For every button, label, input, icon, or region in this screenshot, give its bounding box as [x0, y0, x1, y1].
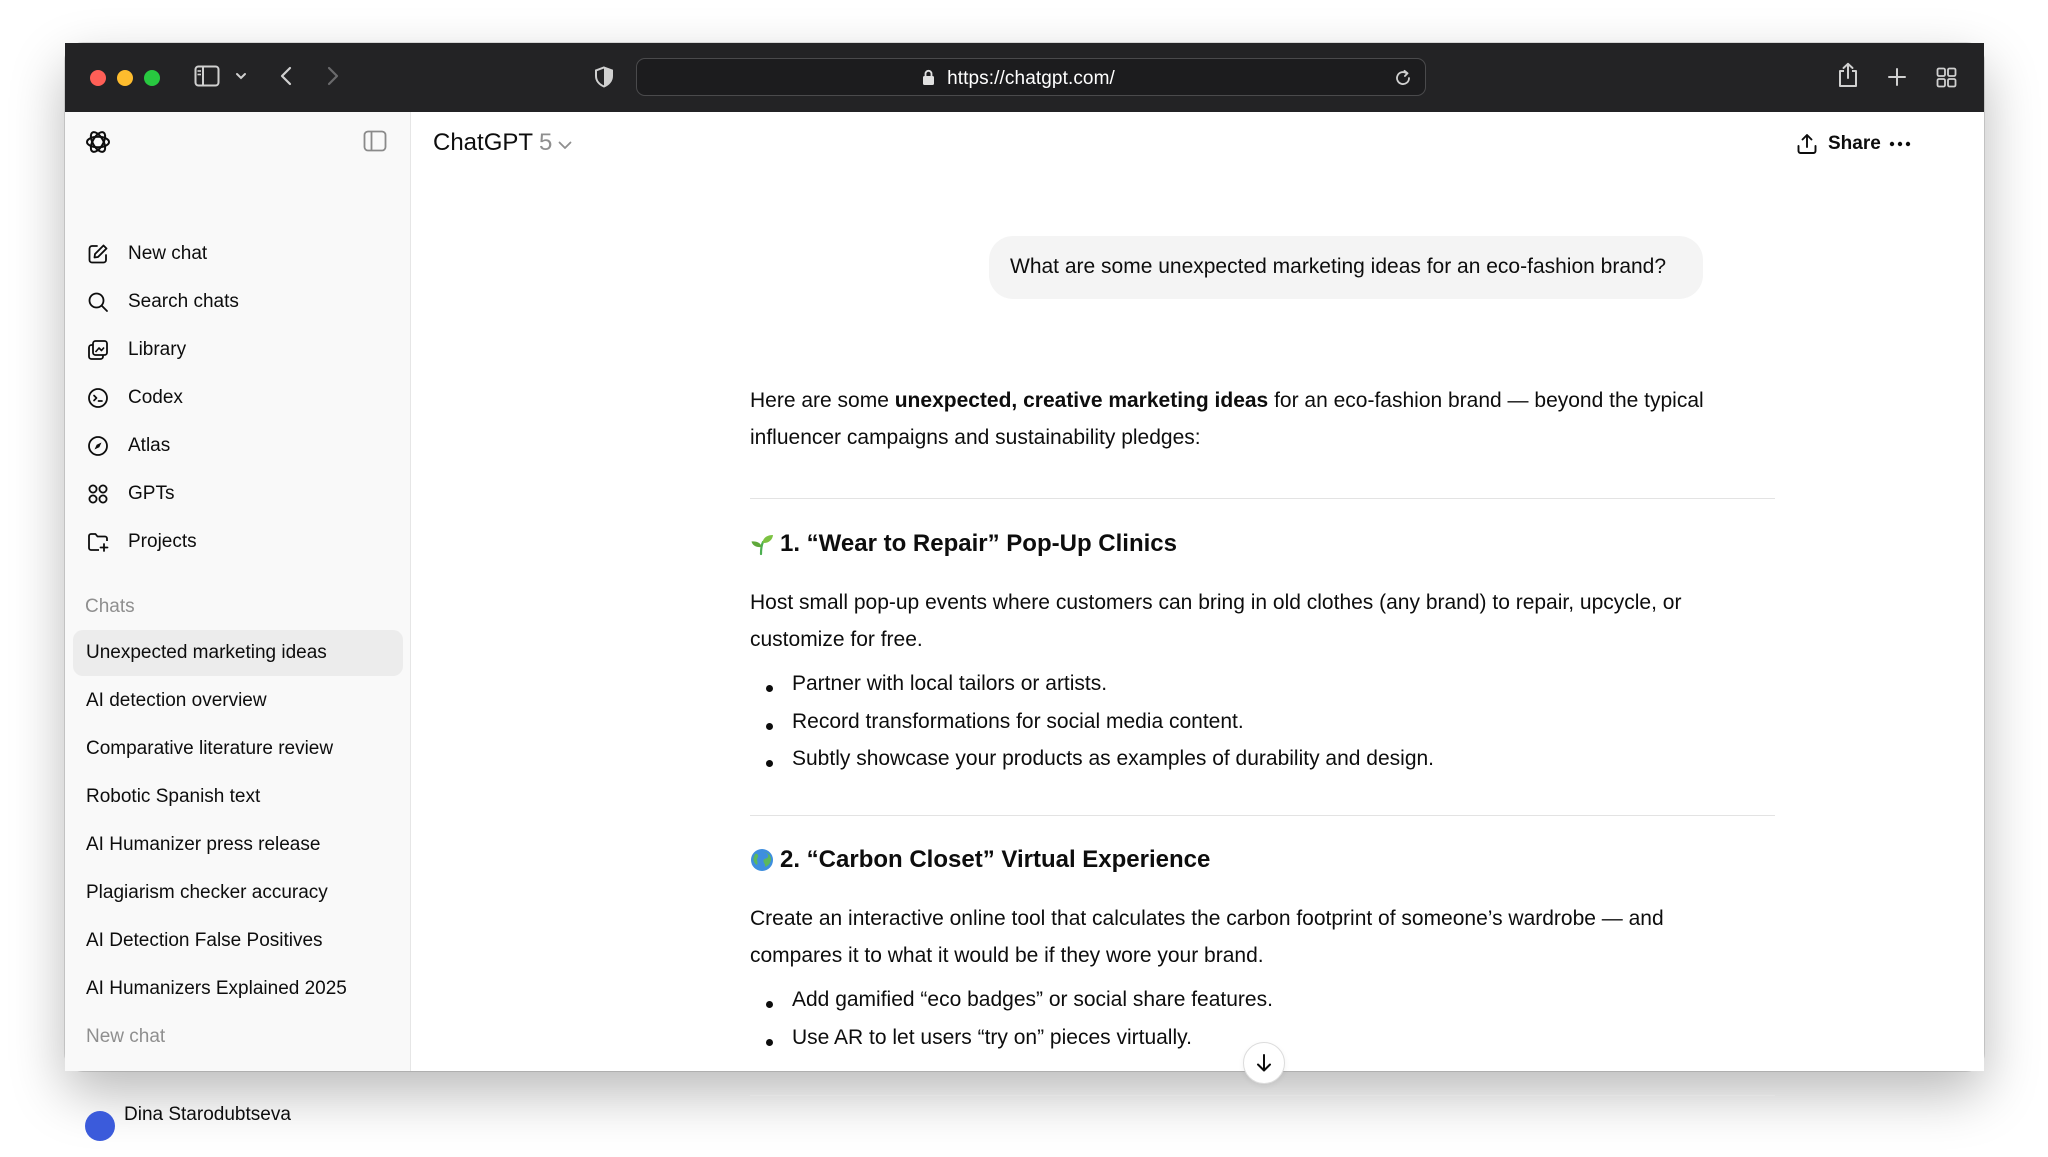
- forward-icon[interactable]: [326, 65, 340, 87]
- intro-text: Here are some: [750, 389, 895, 412]
- nav-label: Atlas: [128, 435, 171, 456]
- share-button[interactable]: [1796, 126, 1881, 162]
- tab-overview-icon[interactable]: [1936, 67, 1957, 88]
- seedling-icon: [750, 532, 774, 556]
- intro-text: for an eco-fashion brand — beyond the typical influencer campaigns and sustainability pledges:: [750, 389, 1704, 449]
- chevron-down-icon[interactable]: [557, 138, 573, 156]
- divider: [750, 498, 1775, 499]
- section-heading: [750, 846, 1210, 874]
- search-icon: [87, 291, 109, 313]
- chat-item-new[interactable]: New chat: [86, 1026, 166, 1047]
- main-panel: [411, 112, 1984, 1071]
- nav-label: GPTs: [128, 483, 175, 504]
- edit-icon: [87, 243, 109, 265]
- nav-label: Search chats: [128, 291, 239, 312]
- openai-logo-icon[interactable]: [84, 128, 112, 161]
- user-name[interactable]: Dina Starodubtseva: [124, 1104, 291, 1125]
- browser-titlebar: [65, 43, 1984, 112]
- section-heading: [750, 530, 1177, 558]
- chat-item[interactable]: Robotic Spanish text: [86, 786, 261, 807]
- model-version: 5: [539, 129, 553, 156]
- new-tab-icon[interactable]: [1887, 67, 1907, 87]
- section-title: 1. “Wear to Repair” Pop-Up Clinics: [780, 530, 1177, 557]
- grid-icon: [87, 483, 109, 505]
- sidebar-toggle-icon[interactable]: [363, 130, 387, 157]
- nav-codex[interactable]: [73, 376, 403, 420]
- chat-item[interactable]: AI Humanizers Explained 2025: [86, 978, 347, 999]
- library-icon: [87, 339, 109, 361]
- nav-label: Projects: [128, 531, 197, 552]
- url-text: https://chatgpt.com/: [947, 68, 1115, 89]
- bullet-dot: [766, 685, 773, 692]
- nav-library[interactable]: [73, 328, 403, 372]
- assistant-intro: [750, 382, 1755, 456]
- nav-projects[interactable]: [73, 520, 403, 564]
- compass-icon: [87, 435, 109, 457]
- scroll-to-bottom-button[interactable]: [1243, 1042, 1285, 1084]
- intro-bold-text: unexpected, creative marketing ideas: [894, 389, 1269, 412]
- share-label: Share: [1828, 133, 1881, 154]
- share-page-icon[interactable]: [1837, 62, 1859, 88]
- reload-icon[interactable]: [1393, 68, 1413, 93]
- list-item: Subtly showcase your products as examples of durability and design.: [792, 747, 1435, 770]
- address-bar[interactable]: [636, 58, 1426, 96]
- divider: [750, 815, 1775, 816]
- list-item: Partner with local tailors or artists.: [792, 672, 1108, 695]
- browser-window: [65, 43, 1984, 1125]
- list-item: Add gamified “eco badges” or social share features.: [792, 988, 1273, 1011]
- nav-label: Library: [128, 339, 187, 360]
- bullet-dot: [766, 1001, 773, 1008]
- sidebar: [65, 112, 411, 1125]
- chat-item[interactable]: AI Detection False Positives: [86, 930, 323, 951]
- chevron-down-icon[interactable]: [235, 71, 247, 81]
- nav-gpts[interactable]: [73, 472, 403, 516]
- upload-icon: [1796, 133, 1818, 155]
- nav-label: New chat: [128, 243, 208, 264]
- codex-icon: [87, 387, 109, 409]
- bullet-dot: [766, 1039, 773, 1046]
- back-icon[interactable]: [279, 65, 293, 87]
- bullet-dot: [766, 723, 773, 730]
- divider: [750, 1095, 1775, 1096]
- minimize-window-button[interactable]: [117, 70, 133, 86]
- section-body: Host small pop-up events where customers can bring in old clothes (any brand) to repair, upcycle, or customize for free.: [750, 591, 1682, 651]
- folder-plus-icon: [87, 531, 109, 553]
- more-options-icon[interactable]: [1889, 134, 1911, 152]
- arrow-down-icon: [1254, 1052, 1274, 1074]
- nav-label: Codex: [128, 387, 183, 408]
- chats-section-label: Chats: [85, 596, 135, 617]
- section-body: Create an interactive online tool that calculates the carbon footprint of someone’s wardrobe — and compares it to what it would be if they wore your brand.: [750, 907, 1664, 967]
- globe-icon: [750, 848, 774, 872]
- model-name: ChatGPT: [433, 129, 534, 156]
- list-item: Record transformations for social media content.: [792, 710, 1244, 733]
- user-message-bubble: What are some unexpected marketing ideas for an eco-fashion brand?: [989, 236, 1703, 299]
- avatar[interactable]: [85, 1111, 115, 1141]
- chat-item[interactable]: Comparative literature review: [86, 738, 334, 759]
- privacy-shield-icon[interactable]: [594, 66, 614, 88]
- chat-item[interactable]: AI Humanizer press release: [86, 834, 321, 855]
- list-item: Use AR to let users “try on” pieces virtually.: [792, 1026, 1192, 1049]
- nav-search-chats[interactable]: [73, 280, 403, 324]
- chat-item[interactable]: Plagiarism checker accuracy: [86, 882, 328, 903]
- model-selector[interactable]: [433, 129, 552, 157]
- browser-sidebar-icon[interactable]: [194, 65, 220, 87]
- nav-new-chat[interactable]: [73, 232, 403, 276]
- section-title: 2. “Carbon Closet” Virtual Experience: [780, 846, 1211, 873]
- close-window-button[interactable]: [90, 70, 106, 86]
- zoom-window-button[interactable]: [144, 70, 160, 86]
- chat-item-active[interactable]: Unexpected marketing ideas: [73, 630, 403, 676]
- chat-item[interactable]: AI detection overview: [86, 690, 267, 711]
- nav-atlas[interactable]: [73, 424, 403, 468]
- bullet-dot: [766, 760, 773, 767]
